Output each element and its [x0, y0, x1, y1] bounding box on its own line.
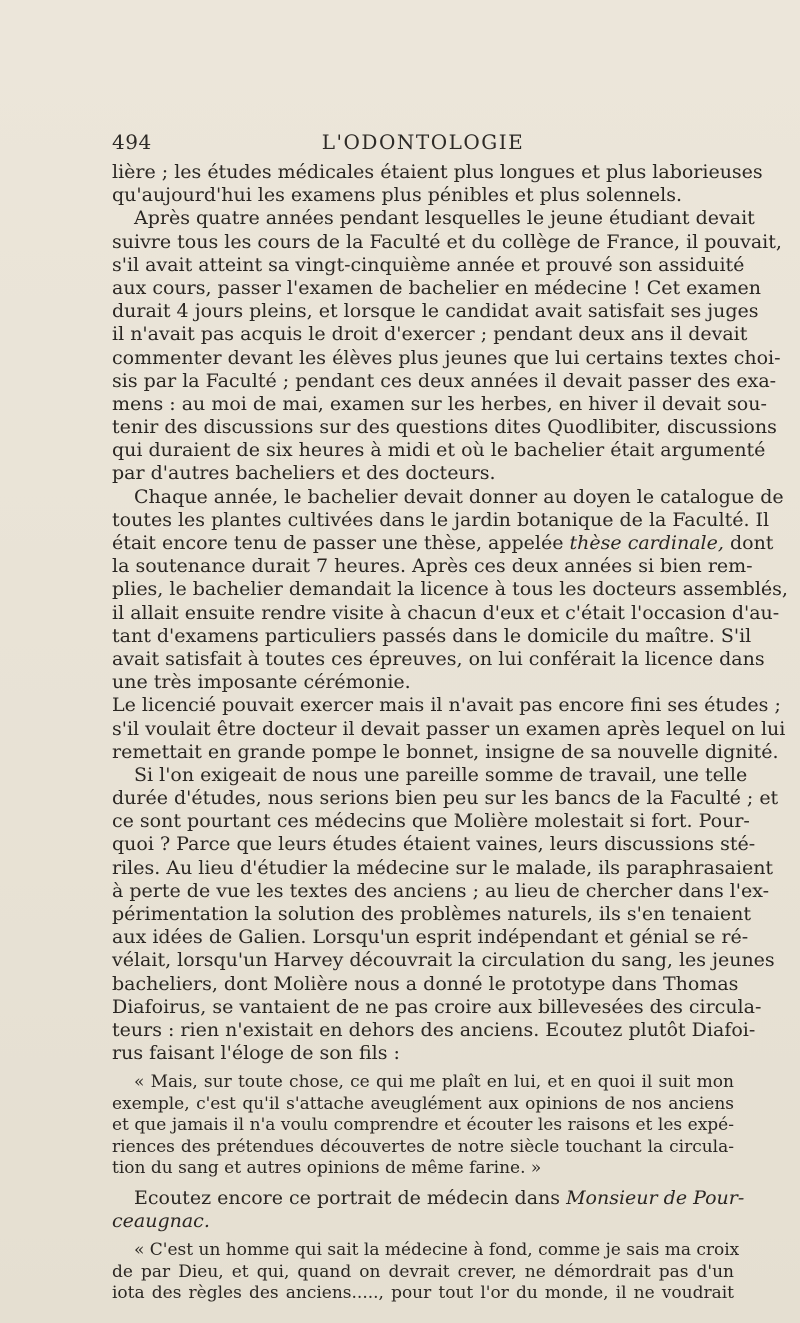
text-line [112, 1210, 734, 1233]
text-line: à perte de vue les textes des anciens ; au lieu de chercher dans l'ex- [112, 879, 770, 902]
quote-line: de par Dieu, et qui, quand on devrait crever, ne démordrait pas d'un [112, 1261, 734, 1282]
text-line: une très imposante cérémonie. [112, 671, 411, 694]
text-line: tenir des discussions sur des questions dites Quodlibiter, discussions [112, 416, 777, 439]
text-line: quoi ? Parce que leurs études étaient vaines, leurs discussions sté- [112, 833, 756, 856]
text-line: s'il avait atteint sa vingt-cinquième année et prouvé son assiduité [112, 253, 745, 276]
journal-title: L'ODONTOLOGIE [321, 130, 525, 154]
paragraph-start-line: Chaque année, le bachelier devait donner au doyen le catalogue de [134, 485, 784, 508]
text-line: ce sont pourtant ces médecins que Molière molestait si fort. Pour- [112, 810, 750, 833]
text-line: rus faisant l'éloge de son fils : [112, 1042, 400, 1065]
quotation-block [112, 1240, 740, 1305]
italic-title: ceaugnac. [112, 1210, 210, 1232]
text-line: durée d'études, nous serions bien peu sur les bancs de la Faculté ; et [112, 787, 779, 810]
text-line: qu'aujourd'hui les examens plus pénibles et plus solennels. [112, 184, 683, 207]
quote-line: exemple, c'est qu'il s'attache aveuglément aux opinions de nos anciens [112, 1093, 734, 1114]
text-line-with-italic [112, 532, 774, 555]
text-line: plies, le bachelier demandait la licence à tous les docteurs assemblés, [112, 578, 788, 601]
text-line: sis par la Faculté ; pendant ces deux années il devait passer des exa- [112, 369, 777, 392]
quotation-block [112, 1072, 734, 1180]
text-line: tant d'examens particuliers passés dans le domicile du maître. S'il [112, 624, 752, 647]
quote-line: et que jamais il n'a voulu comprendre et écouter les raisons et les expé- [112, 1115, 734, 1136]
running-head [112, 130, 734, 158]
text-line: avait satisfait à toutes ces épreuves, on lui conférait la licence dans [112, 647, 765, 670]
text-line: s'il voulait être docteur il devait passer un examen après lequel on lui [112, 717, 786, 740]
text-fragment: Ecoutez encore ce portrait de médecin dans [134, 1186, 561, 1209]
text-line: commenter devant les élèves plus jeunes que lui certains textes choi- [112, 346, 781, 369]
text-line: vélait, lorsqu'un Harvey découvrait la circulation du sang, les jeunes [112, 949, 775, 972]
quote-line: riences des prétendues découvertes de notre siècle touchant la circula- [112, 1136, 734, 1157]
text-line: toutes les plantes cultivées dans le jardin botanique de la Faculté. Il [112, 508, 770, 531]
paragraph-start-line: Le licencié pouvait exercer mais il n'avait pas encore fini ses études ; [112, 694, 781, 717]
text-line: durait 4 jours pleins, et lorsque le candidat avait satisfait ses juges [112, 300, 759, 323]
text-fragment: était encore tenu de passer une thèse, appelée [112, 532, 564, 554]
text-line: mens : au moi de mai, examen sur les herbes, en hiver il devait sou- [112, 392, 767, 415]
text-line: Diafoirus, se vantaient de ne pas croire aux billevesées des circula- [112, 995, 762, 1018]
text-fragment: dont [729, 532, 774, 554]
text-line: qui duraient de six heures à midi et où le bachelier était argumenté [112, 439, 766, 462]
quote-line: tion du sang et autres opinions de même farine. » [112, 1158, 542, 1179]
quote-line: « Mais, sur toute chose, ce qui me plaît en lui, et en quoi il suit mon [134, 1072, 734, 1093]
italic-term: thèse cardinale, [569, 532, 724, 554]
text-line: il allait ensuite rendre visite à chacun d'eux et c'était l'occasion d'au- [112, 601, 780, 624]
page-number: 494 [112, 130, 152, 154]
text-line: aux idées de Galien. Lorsqu'un esprit indépendant et génial se ré- [112, 926, 749, 949]
text-line: teurs : rien n'existait en dehors des anciens. Ecoutez plutôt Diafoi- [112, 1018, 756, 1041]
text-line: périmentation la solution des problèmes naturels, ils s'en tenaient [112, 903, 751, 925]
quote-line: iota des règles des anciens....., pour tout l'or du monde, il ne voudrait [112, 1283, 734, 1304]
paragraph-start-line: Si l'on exigeait de nous une pareille somme de travail, une telle [134, 763, 748, 786]
text-line: par d'autres bacheliers et des docteurs. [112, 462, 496, 485]
text-line: aux cours, passer l'examen de bachelier en médecine ! Cet examen [112, 276, 761, 299]
italic-title: Monsieur de Pour- [566, 1186, 745, 1209]
text-line: bacheliers, dont Molière nous a donné le prototype dans Thomas [112, 972, 739, 995]
text-line: riles. Au lieu d'étudier la médecine sur le malade, ils paraphrasaient [112, 856, 774, 879]
quote-line: « C'est un homme qui sait la médecine à fond, comme je sais ma croix [134, 1240, 740, 1261]
text-line: suivre tous les cours de la Faculté et du collège de France, il pouvait, [112, 230, 782, 253]
text-line: la soutenance durait 7 heures. Après ces deux années si bien rem- [112, 555, 753, 578]
article-body [112, 161, 788, 1305]
text-line: remettait en grande pompe le bonnet, insigne de sa nouvelle dignité. [112, 740, 779, 763]
text-line: il n'avait pas acquis le droit d'exercer ; pendant deux ans il devait [112, 323, 748, 346]
text-line: lière ; les études médicales étaient plus longues et plus laborieuses [112, 161, 763, 183]
paragraph-start-line [112, 1186, 745, 1210]
paragraph-start-line: Après quatre années pendant lesquelles le jeune étudiant devait [134, 207, 755, 230]
